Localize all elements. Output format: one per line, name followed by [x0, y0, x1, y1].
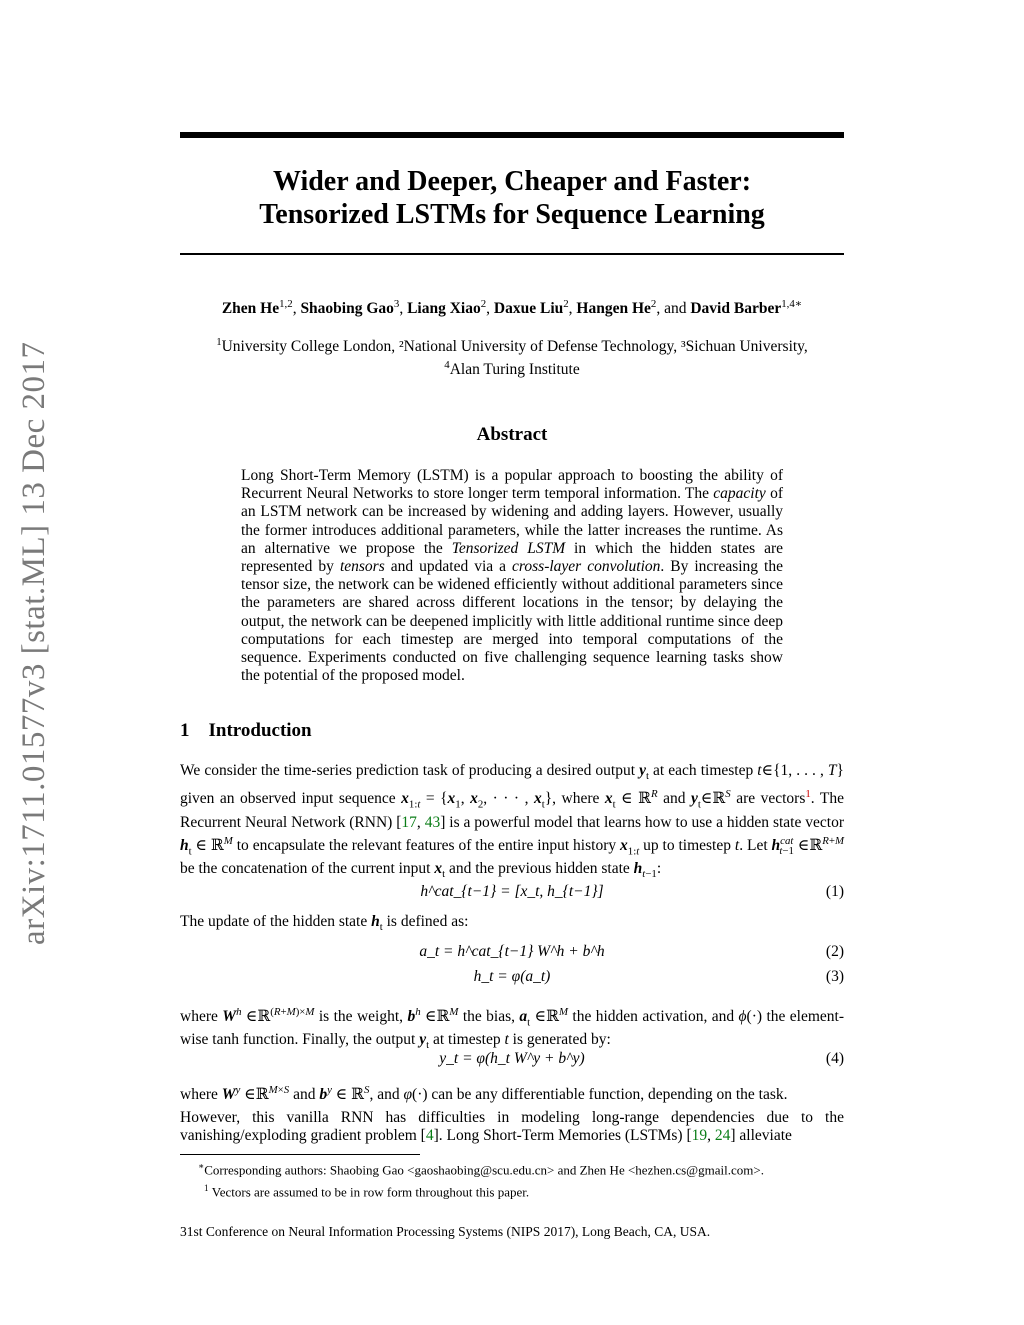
body-text: the hidden activation, and [568, 1008, 739, 1026]
author-5: Hangen He [576, 300, 651, 318]
equation-body: a_t = h^cat_{t−1} W^h + b^h [419, 943, 605, 960]
intro-text: are vectors [730, 790, 806, 808]
affil-4-mark: 4 [444, 359, 450, 372]
intro-paragraph: We consider the time-series prediction task of producing a desired output $y_t$ at each timestep t∈{1, . . . , T} given an observed input sequence $x_{1:t} = \{x_1$, $x_2$, · · · , $x_t$}, where $x_t$ ∈ ℝ$^R$ and $y_t\in ℝ^S$ are vectors$^1$. The Recurrent Neural Network (RNN) [17, 43] is a powerful model that learns how to use a hidden state vector $h_t$ ∈ ℝ$^M$ to encapsulate the relevant features of the entire input history $x_{1:t}$ up to timestep t. Let $h^{cat}_{t-1}$ ∈ℝ$^{R+M}$ be the concatenation of the current input $x_t$ and the previous hidden state $h_{t-1}$: [180, 762, 845, 881]
where-paragraph-2: where $W^y$ ∈ℝ$^{M\times S}$ and $b^y$ ∈ ℝ$^S$, and φ(·) can be any differentiable function, depending on the task. [180, 1084, 788, 1104]
citation-link[interactable]: 24 [714, 1127, 731, 1145]
title-line-2: Tensorized LSTMs for Sequence Learning [259, 199, 765, 230]
equation-number: (1) [825, 883, 844, 900]
intro-text: to encapsulate the relevant features of the entire input history [232, 837, 621, 855]
title-line-1: Wider and Deeper, Cheaper and Faster: [272, 166, 752, 197]
body-text: The update of the hidden state [180, 913, 372, 930]
title-bottom-rule [180, 253, 844, 255]
affil-line-2: Alan Turing Institute [449, 361, 580, 379]
body-text: where [180, 1086, 222, 1104]
intro-text: and [657, 790, 692, 808]
footnote-1: Vectors are assumed to be in row form throughout this paper. [211, 1184, 530, 1200]
intro-text: . The Recurrent Neural Network (RNN) [ [180, 790, 844, 831]
body-text: is defined as: [382, 913, 469, 930]
abstract-text: in which the hidden states are represented by [241, 539, 784, 576]
equation-4 [180, 1050, 844, 1070]
citation-link[interactable]: 17 [401, 813, 417, 831]
author-6-affil: 1,4∗ [781, 298, 803, 310]
intro-text: at each timestep [649, 762, 758, 779]
equation-body: h_t = φ(a_t) [473, 968, 551, 985]
abstract-text: Long Short-Term Memory (LSTM) is a popular approach to boosting the ability of Recurrent Neural Networks to store longer term temporal information. The [241, 467, 783, 503]
equation-3 [180, 968, 844, 988]
body-text: the element-wise tanh function. Finally, the output [180, 1008, 845, 1049]
footnote-corresponding: Corresponding authors: Shaobing Gao <gaoshaobing@scu.edu.cn> and Zhen He <hezhen.cs@gmail.com>. [204, 1162, 764, 1178]
abstract-heading: Abstract [476, 424, 548, 445]
abstract-emphasis: Tensorized LSTM [451, 539, 566, 557]
author-3-affil: 2 [480, 298, 487, 310]
body-text: ] alleviate [730, 1127, 792, 1145]
paper-title [180, 165, 844, 231]
affil-1-mark: 1 [216, 336, 222, 348]
abstract-text: and updated via a [384, 558, 513, 576]
however-paragraph: However, this vanilla RNN has difficulties in modeling long-range dependencies due to the vanishing/exploding gradient problem [4]. Long Short-Term Memories (LSTMs) [19, 24] alleviate [180, 1109, 844, 1145]
author-list: Zhen He$^{1,2}$, Shaobing Gao$^3$, Liang Xiao$^2$, Daxue Liu$^2$, Hangen He$^2$, and David Barber$^{1,4∗}$ [221, 298, 803, 318]
arxiv-identifier: arXiv:1711.01577v3 [stat.ML] 13 Dec 2017 [16, 341, 52, 945]
intro-text: , where [552, 790, 605, 808]
section-heading [180, 720, 312, 742]
intro-text: We consider the time-series prediction task of producing a desired output [180, 762, 640, 779]
author-2-affil: 3 [393, 298, 400, 310]
body-text: and [289, 1086, 320, 1104]
section-title: Introduction [208, 720, 312, 741]
equation-body: y_t = φ(h_t W^y + b^y) [439, 1050, 585, 1067]
body-text: the bias, [458, 1008, 520, 1026]
affil-line-1: University College London, ²National University of Defense Technology, ³Sichuan University, [221, 338, 808, 356]
body-text: ]. Long Short-Term Memories (LSTMs) [ [433, 1127, 692, 1145]
body-text: , and [369, 1086, 404, 1104]
intro-text: . Let [739, 837, 772, 855]
intro-text: up to timestep [639, 837, 735, 855]
body-text: can be any differentiable function, depending on the task. [427, 1086, 788, 1104]
citation-link[interactable]: 4 [425, 1127, 434, 1145]
abstract-text: of an LSTM network can be increased by widening and adding layers. However, usually the former introduces additional parameters, while the latter increases the runtime. As an alternative we propose the [241, 485, 783, 557]
equation-number: (2) [825, 943, 844, 960]
footnotes [180, 1157, 844, 1202]
venue-line: 31st Conference on Neural Information Processing Systems (NIPS 2017), Long Beach, CA, USA. [180, 1224, 711, 1239]
body-text: is the weight, [314, 1008, 408, 1026]
intro-text: given an observed input sequence [180, 790, 402, 808]
equation-number: (3) [825, 968, 844, 985]
body-text: is generated by: [508, 1031, 611, 1049]
footnote-rule [180, 1154, 420, 1155]
author-3: Liang Xiao [407, 300, 481, 318]
abstract-emphasis: capacity [713, 485, 766, 503]
abstract-text: . By increasing the tensor size, the network can be widened efficiently without additional parameters since the parameters are shared across different locations in the tensor; by delaying the output, the network can be deepened implicitly with little additional runtime since deep computations for each timestep are merged into temporal computations of the sequence. Experiments conducted on five challenging sequence learning tasks show the potential of the proposed model. [241, 558, 783, 685]
intro-text: and the previous hidden state [445, 860, 634, 878]
equation-body: h^cat_{t−1} = [x_t, h_{t−1}] [420, 883, 604, 900]
title-top-rule [180, 132, 844, 138]
equation-number: (4) [825, 1050, 844, 1067]
update-sentence: The update of the hidden state $h_t$ is defined as: [180, 913, 469, 934]
equation-2 [180, 943, 844, 963]
intro-text: ] is a powerful model that learns how to use a hidden state vector [440, 813, 845, 831]
author-5-affil: 2 [650, 298, 657, 310]
affiliations [180, 333, 844, 379]
author-1-affil: 1,2 [279, 298, 293, 310]
footnote-star-mark: ∗ [198, 1161, 205, 1171]
abstract-body [241, 467, 783, 685]
section-number: 1 [180, 720, 190, 741]
citation-link[interactable]: 19 [691, 1127, 708, 1145]
citation-link[interactable]: 43 [424, 813, 441, 831]
equation-1 [180, 883, 844, 903]
abstract-emphasis: cross-layer convolution [512, 558, 661, 576]
author-and: , and [656, 300, 691, 318]
author-4: Daxue Liu [493, 300, 564, 318]
abstract-emphasis: tensors [339, 558, 385, 576]
author-1: Zhen He [221, 300, 280, 318]
author-2: Shaobing Gao [300, 300, 394, 318]
where-paragraph-1: where $W^h$ ∈ℝ$^{(R+M)\times M}$ is the weight, $b^h$ ∈ℝ$^M$ the bias, $a_t$ ∈ℝ$^M$ the hidden activation, and ϕ(·) the element-wise tanh function. Finally, the output $y_t$ at timestep t is generated by: [180, 1006, 845, 1052]
body-text: where [180, 1008, 223, 1026]
body-text: at timestep [429, 1031, 505, 1049]
author-6: David Barber [690, 300, 782, 318]
body-text: However, this vanilla RNN has difficulties in modeling long-range dependencies due to the vanishing/exploding gradient problem [ [180, 1109, 844, 1145]
intro-text: : [656, 860, 662, 878]
footnote-ref[interactable]: 1 [805, 788, 811, 801]
footnote-1-mark: 1 [204, 1183, 209, 1194]
intro-text: be the concatenation of the current input [180, 860, 435, 878]
author-4-affil: 2 [563, 298, 569, 310]
